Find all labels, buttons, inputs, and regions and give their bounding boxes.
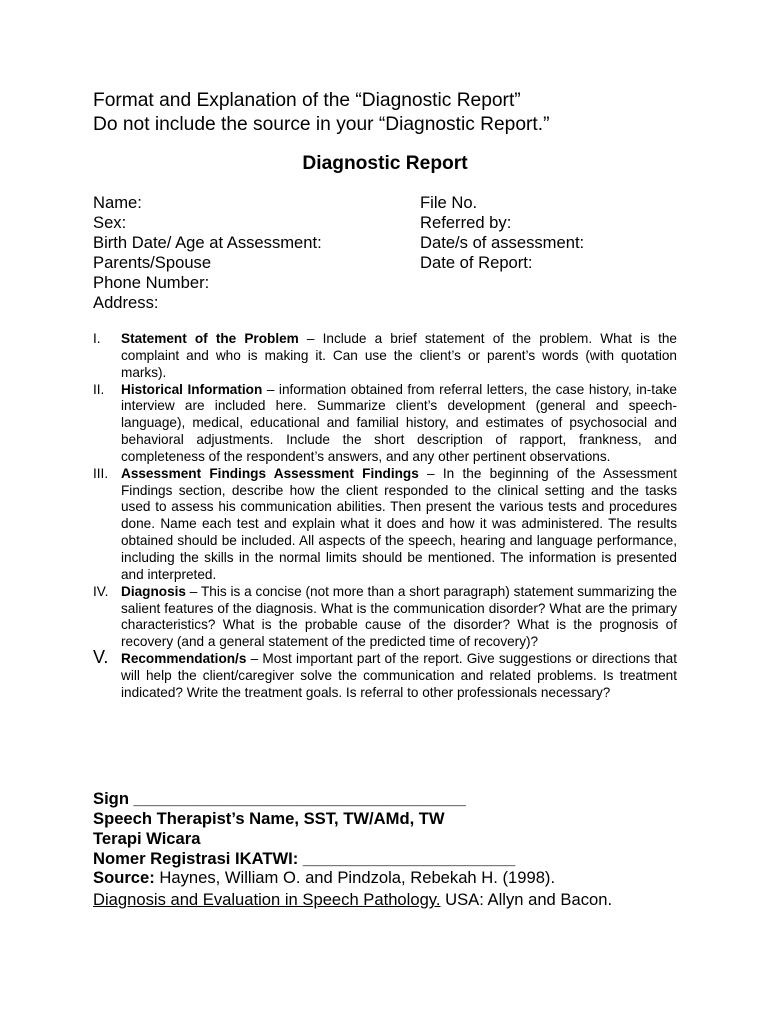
section-body: – In the beginning of the Assessment Findings section, describe how the client responded to the clinical setting and the tasks used to assess his communication abilities. Then present the various tests and procedures done. Name each test and explain what it does and how it was administered. The results obtained should be included. All aspects of the speech, hearing and language performance, including the skills in the normal limits should be mentioned. The information is presented and interpreted. [121,465,677,582]
registration-number-line: Nomer Registrasi IKATWI: _______________________ [93,849,516,868]
field-date-of-report: Date of Report: [420,253,533,273]
section-body: – information obtained from referral letters, the case history, in-take interview are included here. Summarize client’s development (general and speech-language), medical, educational and familial history, and estimates of psychosocial and behavioral adjustments. Include the short description of rapport, frankness, and completeness of the respondent’s answers, and any other pertinent observations. [121,381,677,464]
field-sex: Sex: [93,213,127,233]
source-label: Source: [93,868,155,887]
field-parents-spouse: Parents/Spouse [93,253,212,273]
therapist-name-line: Speech Therapist’s Name, SST, TW/AMd, TW [93,809,445,828]
source-publisher: USA: Allyn and Bacon. [440,890,613,909]
section-number: I. [93,331,101,346]
field-referred-by: Referred by: [420,213,512,233]
sign-line: Sign ____________________________________ [93,789,466,808]
intro-instructions [93,89,549,137]
section-heading: Diagnosis [121,583,186,599]
report-title: Diagnostic Report [302,153,468,174]
field-file-no: File No. [420,193,478,212]
source-citation [93,867,612,911]
section-number: IV. [93,583,109,599]
section-statement-of-problem [93,331,677,382]
intro-line-1: Format and Explanation of the “Diagnostic Report” [93,90,521,111]
field-address: Address: [93,293,159,313]
source-book-title: Diagnosis and Evaluation in Speech Pathology. [93,890,441,909]
section-number: II. [93,381,105,397]
section-body: – This is a concise (not more than a short paragraph) statement summarizing the salient features of the diagnosis. What is the communication disorder? What are the primary characteristics? What is the probable cause of the disorder? What is the prognosis of recovery (and a general statement of the predicted time of recovery)? [121,583,677,650]
section-assessment-findings [93,466,677,584]
identification-fields-right [420,193,584,273]
source-authors: Haynes, William O. and Pindzola, Rebekah H. (1998). [154,868,556,887]
section-heading: Recommendation/s [121,651,247,667]
section-number: V. [93,647,109,668]
field-phone-number: Phone Number: [93,273,210,293]
field-dates-of-assessment: Date/s of assessment: [420,233,585,253]
section-body: – Include a brief statement of the problem. What is the complaint and who is making it. Can use the client’s or parent’s words (with quotation marks). [121,331,677,380]
signature-block [93,789,515,869]
section-body: – Most important part of the report. Give suggestions or directions that will help the client/caregiver solve the communication and related problems. Is treatment indicated? Write the treatment goals. Is referral to other professionals necessary? [121,651,677,700]
section-heading: Statement of the Problem [121,331,299,346]
field-birth-date-age: Birth Date/ Age at Assessment: [93,233,322,253]
section-heading: Historical Information [121,381,263,397]
section-diagnosis [93,584,677,651]
therapist-title-line: Terapi Wicara [93,829,201,848]
section-number: III. [93,465,109,481]
intro-line-2: Do not include the source in your “Diagnostic Report.” [93,114,550,135]
section-historical-information [93,382,677,466]
section-heading: Assessment Findings Assessment Findings [121,465,419,481]
field-name: Name: [93,193,142,212]
section-recommendations [93,647,677,702]
identification-fields-left [93,193,322,314]
report-sections-list [93,331,677,702]
